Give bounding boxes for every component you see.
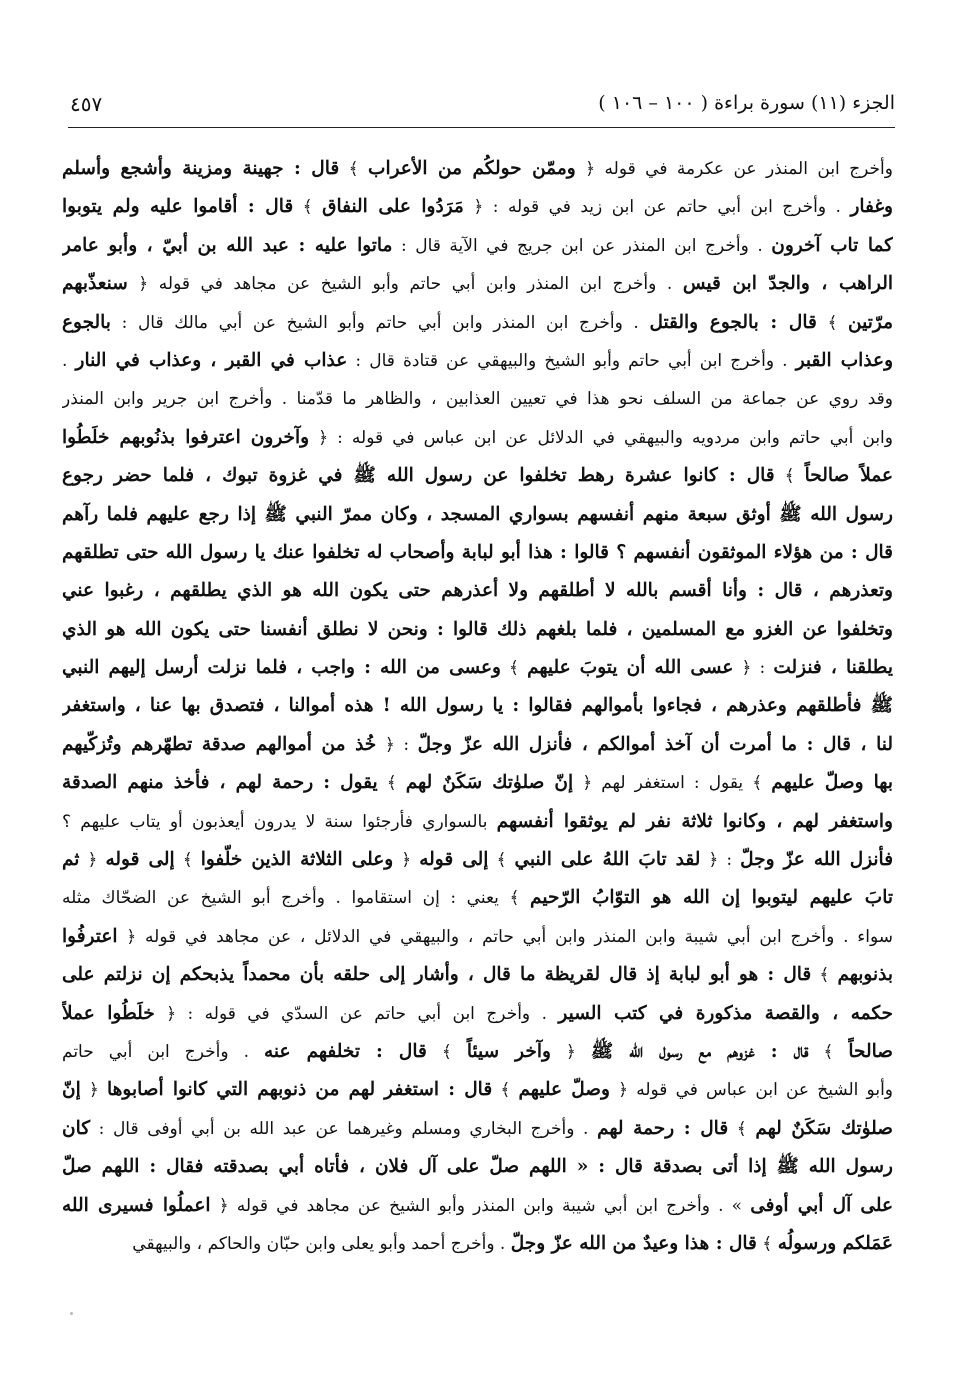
header-title: الجزء (١١) سورة براءة ( ١٠٠ – ١٠٦ ) [598,92,895,114]
text-line [62,726,893,764]
bold-segment: ماتوا عليه : عبد الله بن أبيّ ، وأبو عامر [62,234,393,256]
text-segment: سواء . وأخرج ابن أبي شيبة وابن المنذر وابن أبي حاتم ، والبيهقي في الدلائل ، عن مجاهد في قوله ﴿ [117,926,893,947]
text-line [62,956,893,994]
bold-segment: حكمه ، والقصة مذكورة في كتب السير [558,1002,893,1024]
text-line [62,687,893,725]
text-line [62,419,893,457]
bold-segment: وعسى من الله : واجب ، فلما نزلت أرسل إليهم النبي [62,657,501,679]
text-segment: وابن أبي حاتم وابن مردويه والبيهقي في الدلائل عن ابن عباس في قوله : ﴿ [309,427,893,448]
bold-segment: يقول : رحمة لهم ، فأخذ منهم الصدقة [62,772,378,794]
page-number: ٤٥٧ [70,92,103,116]
text-segment: . وأخرج ابن المنذر عن ابن جريج في الآية قال : [392,235,772,256]
text-line [62,265,893,303]
text-segment: . وأخرج ابن أبي حاتم [62,1041,264,1062]
text-segment: . وأخرج أحمد وأبو يعلى وابن حبّان والحاكم ، والبيهقي [132,1233,511,1254]
text-segment: ﴾ [500,658,528,679]
text-line [62,227,893,265]
bold-segment: صالحاً [848,1040,893,1062]
text-segment: ﴾ [808,1041,849,1062]
bold-segment: قال : بالجوع والقتل [649,311,817,333]
bold-segment: ثم [62,849,80,871]
text-line [62,1110,893,1148]
text-segment: ﴾ [426,1041,467,1062]
bold-segment: وعذاب القبر [795,349,893,371]
text-segment: . وأخرج ابن المنذر وابن أبي حاتم وأبو الشيخ عن أبي مالك قال : [110,312,650,333]
text-segment: ﴾ [339,159,369,179]
text-segment: ﴾ [492,1080,519,1101]
bold-segment: كان [62,1117,91,1139]
bold-segment: قال : أقاموا عليه ولم يتوبوا [62,196,294,218]
text-line [62,995,893,1033]
bold-segment: قال : جهينة ومزينة وأشجع وأسلم [62,158,340,179]
bold-segment: مرّتين [848,311,893,333]
text-segment: ﴾ [377,773,406,794]
bold-segment: يطلقنا ، فنزلت [773,657,893,679]
text-segment: ﴿ [79,850,106,871]
text-line [62,918,893,956]
text-segment: ﴿ [80,1080,108,1101]
text-segment: » . وأخرج ابن أبي شيبة وابن المنذر وأبو الشيخ عن مجاهد في قوله ﴿ [210,1195,751,1216]
bold-segment: قال : رحمة لهم [597,1117,729,1139]
bold-segment: سنعذّبهم [62,273,128,295]
text-segment: وأخرج ابن المنذر عن عكرمة في قوله ﴿ [575,159,893,179]
text-segment: ﴾ [811,965,838,986]
text-segment: ﴾ [756,1233,778,1254]
text-line [62,879,893,917]
bold-segment: على آل أبي أوفى [750,1194,893,1216]
running-header [70,92,895,120]
text-line [62,496,893,534]
bold-segment: إنّ صلوٰتك سَكَنٌ لهم [405,772,574,794]
bold-segment: اعملُوا فسيرى الله [62,1194,211,1216]
text-segment: وقد روي عن جماعة من السلف نحو هذا في تعيين العذابين ، والظاهر ما قدّمنا . وأخرج ابن جرير وابن المنذر [62,389,893,410]
text-line [62,304,893,342]
bold-segment: إلى قوله [105,849,175,871]
text-segment: . [62,350,76,371]
bold-segment: قال : هو أبو لبابة إذ قال لقريظة ما قال ، وأشار إلى حلقه بأن محمداً يذبحكم إن نزلتم على [62,964,812,986]
bold-segment: عملاً صالحاً [804,465,893,487]
text-line [62,1148,893,1186]
bold-segment: رسول الله ﷺ أوثق سبعة منهم أنفسهم بسواري المسجد ، وكان ممرّ النبي ﷺ إذا رجع عليهم فلما رآهم [62,503,893,525]
bold-segment: إنّ [62,1079,81,1101]
scan-speck [70,1312,73,1315]
text-line [62,611,893,649]
bold-segment: وعلى الثلاثة الذين خلّفوا [200,849,394,871]
bold-segment: صلوٰتك سَكَنٌ لهم [755,1117,893,1139]
text-line [62,534,893,572]
text-line [62,150,893,188]
bold-segment: وغفار [850,196,893,218]
text-line [62,803,893,841]
text-line [62,1187,893,1225]
text-segment: . وأخرج ابن أبي حاتم عن السدّي في قوله : ﴿ [154,1003,559,1024]
header-divider [68,127,895,128]
text-line [62,649,893,687]
bold-segment: وآخر سيئاً [466,1040,551,1062]
bold-segment: واستغفر لهم ، وكانوا ثلاثة نفر لم يوثقوا أنفسهم [496,810,893,832]
text-line [62,457,893,495]
text-segment: : ﴿ [733,658,774,679]
bold-segment: قال : استغفر لهم من ذنوبهم التي كانوا أصابوها [107,1079,493,1101]
bold-segment: تابَ عليهم ليتوبوا إن الله هو التوّابُ الرّحيم [530,887,893,909]
text-segment: : ﴿ [376,734,418,755]
bold-segment: لنا ، قال : ما أمرت أن آخذ أموالكم ، فأنزل الله عزّ وجلّ [417,733,893,755]
body-text [62,150,893,1263]
text-line [62,380,893,418]
bold-segment: لقد تابَ اللهُ على النبي [514,849,701,871]
text-segment: وأبو الشيخ عن ابن عباس في قوله ﴿ [609,1080,893,1101]
bold-segment: الراهب ، والجدّ ابن قيس [682,273,893,295]
text-line [62,572,893,610]
text-line [62,764,893,802]
text-segment: ﴾ [728,1118,756,1139]
text-line [62,1033,893,1071]
bold-segment: قال : من هؤلاء الموثقون أنفسهم ؟ قالوا : هذا أبو لبابة وأصحاب له تخلفوا عنك يا رسول الله حتى تطلقهم [62,541,893,563]
bold-segment: وآخرون اعترفوا بذنُوبهم خلَطُوا [62,426,310,448]
text-segment: بالسواري فأرجئوا سنة لا يدرون أيعذبون أو يتاب عليهم ؟ [62,811,497,832]
bold-segment: عسى الله أن يتوبَ عليهم [527,657,734,679]
bold-segment: قال : تخلفهم عنه [264,1040,427,1062]
bold-segment: خُذ من أموالهم صدقة تطهّرهم وتُزكّيهم [62,733,377,755]
bold-segment: فأنزل الله عزّ وجلّ [740,849,893,871]
bold-segment: وصلّ عليهم [518,1079,610,1101]
text-line [62,841,893,879]
text-segment: ﴿ [393,850,420,871]
bold-segment: عذاب في القبر ، وعذاب في النار [75,349,348,371]
bold-segment: كما تاب آخرون [771,234,893,256]
bold-segment: وممّن حولكُم من الأعراب [368,158,576,179]
bold-segment: قال : كانوا عشرة رهط تخلفوا عن رسول الله ﷺ في غزوة تبوك ، فلما حضر رجوع [62,465,775,487]
text-segment: . وأخرج ابن أبي حاتم وأبو الشيخ والبيهقي عن قتادة قال : [347,350,796,371]
text-segment: ﴾ [174,850,201,871]
text-segment: ﴾ [293,197,323,218]
bold-segment: خلَطُوا عملاً [62,1002,155,1024]
text-segment: . وأخرج ابن أبي حاتم عن ابن زيد في قوله : ﴿ [463,197,851,218]
text-line [62,342,893,380]
bold-segment: بها وصلّ عليهم [771,772,893,794]
text-segment: ﴾ يعني : إن استقاموا . وأخرج أبو الشيخ عن الضحّاك مثله [62,888,531,909]
text-segment: ﴾ [774,466,805,487]
text-segment: ﴾ يقول : استغفر لهم ﴿ [573,773,772,794]
bold-segment: وتخلفوا عن الغزو مع المسلمين ، فلما بلغهم ذلك قالوا : ونحن لا نطلق أنفسنا حتى يكون الله هو الذي [62,618,893,640]
text-segment: : ﴿ [700,850,741,871]
text-segment: ﴿ [550,1041,591,1062]
bold-segment: قال : هذا وعيدٌ من الله عزّ وجلّ [510,1232,757,1254]
text-segment: . وأخرج ابن المنذر وابن أبي حاتم وأبو الشيخ عن مجاهد في قوله ﴿ [127,274,683,295]
text-segment: . وأخرج البخاري ومسلم وغيرهما عن عبد الله بن أبي أوفى قال : [90,1118,598,1139]
bold-segment: وتعذرهم ، قال : وأنا أقسم بالله لا أطلقهم ولا أعذرهم حتى يكون الله هو الذي يطلقهم ، رغبوا عني [62,580,893,602]
bold-segment: بذنوبهم [837,964,893,986]
bold-segment: قال : غزوهم مع رسول الله ﷺ [590,1040,809,1062]
text-segment: ﴾ [816,312,849,333]
bold-segment: ﷺ فأطلقهم وعذرهم ، فجاءوا بأموالهم فقالوا : يا رسول الله ! هذه أموالنا ، فتصدق بها عنا ، واستغفر [62,695,893,717]
text-line [62,1071,893,1109]
text-line [62,188,893,226]
bold-segment: عَمَلكم ورسولُه [777,1232,893,1254]
text-segment: ﴾ [488,850,515,871]
text-line [62,1225,893,1263]
bold-segment: بالجوع [62,311,111,333]
bold-segment: إلى قوله [419,849,489,871]
bold-segment: رسول الله ﷺ إذا أتى بصدقة قال : « اللهم صلّ على آل فلان ، فأتاه أبي بصدقته فقال : اللهم صلّ [62,1156,893,1178]
bold-segment: اعترفُوا [62,925,118,947]
bold-segment: مَرَدُوا على النفاق [322,196,464,218]
